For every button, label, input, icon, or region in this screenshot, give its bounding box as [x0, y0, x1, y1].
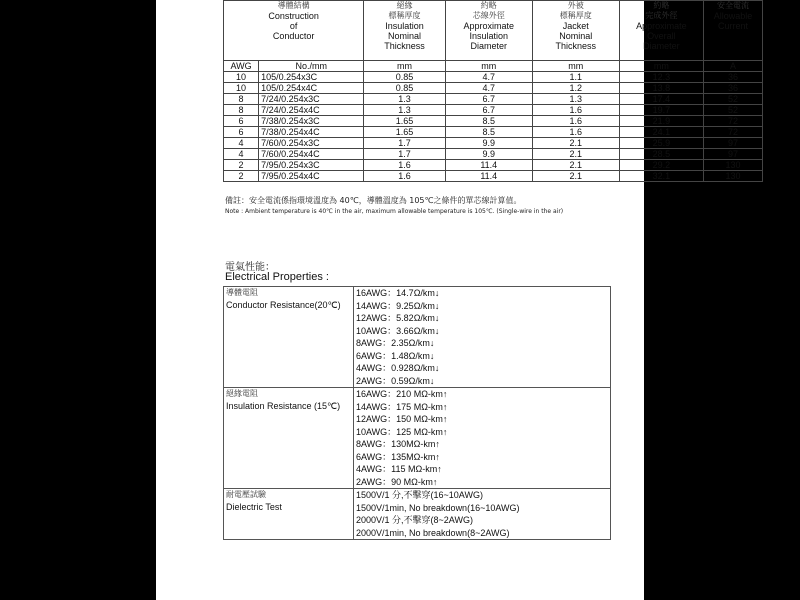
- note-english: Note : Ambient temperature is 40℃ in the air, maximum allowable temperature is 105℃. (Single-wire in the air): [225, 208, 564, 215]
- construction-cell: 7/24/0.254x3C: [259, 94, 364, 105]
- overall-diameter-cell: 32.1: [619, 171, 703, 182]
- property-value: 8AWG：130MΩ-km↑: [356, 439, 440, 449]
- insulation-thickness-cell: 1.65: [364, 116, 445, 127]
- unit-cell: mm: [532, 61, 619, 72]
- property-name-english: Insulation Resistance (15℃): [226, 401, 341, 411]
- property-value: 4AWG：115 MΩ-km↑: [356, 464, 442, 474]
- property-value: 1500V/1min, No breakdown(16~10AWG): [356, 502, 520, 513]
- property-value: 10AWG：125 MΩ-km↑: [356, 426, 448, 437]
- spec-row: [224, 171, 763, 182]
- property-value: 2AWG：90 MΩ-km↑: [356, 476, 438, 487]
- overall-diameter-cell: 24.1: [619, 127, 703, 138]
- conductor-resistance-row: [224, 287, 611, 388]
- allowable-current-cell: 72: [704, 116, 763, 127]
- insulation-thickness-cell: 1.6: [364, 160, 445, 171]
- construction-cell: 105/0.254x3C: [259, 72, 364, 83]
- electrical-title-chinese: 電氣性能：: [225, 262, 275, 273]
- property-value: 12AWG：150 MΩ-km↑: [356, 414, 448, 424]
- awg-cell: 6: [224, 116, 259, 127]
- overall-diameter-cell: 19.7: [619, 105, 703, 116]
- insulation-thickness-cell: 1.65: [364, 127, 445, 138]
- property-value: 6AWG：1.48Ω/km↓: [356, 350, 435, 361]
- property-name-english: Conductor Resistance(20℃): [226, 300, 341, 310]
- allowable-current-cell: 72: [704, 127, 763, 138]
- construction-cell: 7/60/0.254x4C: [259, 149, 364, 160]
- overall-diameter-cell: 12.3: [619, 72, 703, 83]
- property-value: 2000V/1min, No breakdown(8~2AWG): [356, 527, 510, 538]
- conductor-resistance-values: [354, 287, 611, 388]
- awg-cell: 4: [224, 149, 259, 160]
- unit-cell: mm: [364, 61, 445, 72]
- jacket-thickness-cell: 2.1: [532, 138, 619, 149]
- property-value: 2000V/1 分,不擊穿(8~2AWG): [356, 515, 473, 525]
- construction-cell: 7/38/0.254x3C: [259, 116, 364, 127]
- jacket-thickness-cell: 2.1: [532, 149, 619, 160]
- jacket-thickness-cell: 1.2: [532, 83, 619, 94]
- property-value: 12AWG：5.82Ω/km↓: [356, 313, 440, 323]
- jacket-thickness-cell: 1.3: [532, 94, 619, 105]
- insulation-resistance-row: [224, 388, 611, 489]
- awg-cell: 2: [224, 171, 259, 182]
- overall-diameter-cell: 13.8: [619, 83, 703, 94]
- insulation-thickness-cell: 0.85: [364, 83, 445, 94]
- property-value: 14AWG：175 MΩ-km↑: [356, 401, 448, 412]
- jacket-thickness-cell: 2.1: [532, 160, 619, 171]
- spec-row: [224, 105, 763, 116]
- jacket-thickness-cell: 1.6: [532, 116, 619, 127]
- header-conductor-construction: 導體結構 Construction of Conductor: [224, 1, 364, 61]
- awg-cell: 4: [224, 138, 259, 149]
- unit-cell: AWG: [224, 61, 259, 72]
- spec-row: [224, 72, 763, 83]
- overall-diameter-cell: 17.4: [619, 94, 703, 105]
- insulation-thickness-cell: 1.7: [364, 149, 445, 160]
- construction-cell: 7/60/0.254x3C: [259, 138, 364, 149]
- jacket-thickness-cell: 1.1: [532, 72, 619, 83]
- allowable-current-cell: 130: [704, 160, 763, 171]
- insulation-thickness-cell: 0.85: [364, 72, 445, 83]
- construction-cell: 7/95/0.254x4C: [259, 171, 364, 182]
- overall-diameter-cell: 25.9: [619, 138, 703, 149]
- unit-cell: A: [704, 61, 763, 72]
- awg-cell: 10: [224, 72, 259, 83]
- header-approx-insulation-diameter: 約略 芯線外徑 Approximate Insulation Diameter: [445, 1, 532, 61]
- construction-cell: 7/24/0.254x4C: [259, 105, 364, 116]
- property-value: 2AWG：0.59Ω/km↓: [356, 375, 435, 386]
- overall-diameter-cell: 21.9: [619, 116, 703, 127]
- dielectric-test-label: [224, 489, 354, 540]
- property-value: 6AWG：135MΩ-km↑: [356, 451, 440, 462]
- jacket-thickness-cell: 1.6: [532, 127, 619, 138]
- insulation-thickness-cell: 1.6: [364, 171, 445, 182]
- spec-row: [224, 160, 763, 171]
- allowable-current-cell: 36: [704, 72, 763, 83]
- awg-cell: 10: [224, 83, 259, 94]
- construction-cell: 7/38/0.254x4C: [259, 127, 364, 138]
- cable-spec-table: [223, 0, 763, 182]
- insulation-diameter-cell: 11.4: [445, 171, 532, 182]
- electrical-table-body: [224, 287, 611, 540]
- spec-row: [224, 94, 763, 105]
- jacket-thickness-cell: 1.6: [532, 105, 619, 116]
- awg-cell: 2: [224, 160, 259, 171]
- dielectric-test-row: [224, 489, 611, 540]
- unit-cell: mm: [619, 61, 703, 72]
- property-value: 4AWG：0.928Ω/km↓: [356, 363, 440, 373]
- header-insulation-thickness: 絕緣 標稱厚度 Insulation Nominal Thickness: [364, 1, 445, 61]
- insulation-diameter-cell: 6.7: [445, 105, 532, 116]
- insulation-diameter-cell: 9.9: [445, 138, 532, 149]
- insulation-diameter-cell: 8.5: [445, 127, 532, 138]
- property-value: 16AWG：14.7Ω/km↓: [356, 288, 440, 298]
- awg-cell: 6: [224, 127, 259, 138]
- construction-cell: 7/95/0.254x3C: [259, 160, 364, 171]
- header-approx-overall-diameter: 約略 完成外徑 Approximate Overall Diameter: [619, 1, 703, 61]
- allowable-current-cell: 97: [704, 138, 763, 149]
- units-row: [224, 61, 763, 72]
- insulation-thickness-cell: 1.3: [364, 105, 445, 116]
- allowable-current-cell: 130: [704, 171, 763, 182]
- insulation-diameter-cell: 4.7: [445, 83, 532, 94]
- insulation-thickness-cell: 1.7: [364, 138, 445, 149]
- spec-row: [224, 83, 763, 94]
- property-name-chinese: 耐電壓試驗: [226, 490, 266, 499]
- document-page: [156, 0, 753, 600]
- property-name-chinese: 導體電阻: [226, 288, 258, 297]
- property-value: 14AWG：9.25Ω/km↓: [356, 300, 440, 311]
- property-value: 10AWG：3.66Ω/km↓: [356, 325, 440, 336]
- awg-cell: 8: [224, 105, 259, 116]
- construction-cell: 105/0.254x4C: [259, 83, 364, 94]
- property-value: 8AWG：2.35Ω/km↓: [356, 338, 435, 348]
- overall-diameter-cell: 29.2: [619, 160, 703, 171]
- insulation-diameter-cell: 8.5: [445, 116, 532, 127]
- allowable-current-cell: 52: [704, 94, 763, 105]
- overall-diameter-cell: 28.5: [619, 149, 703, 160]
- header-jacket-thickness: 外被 標稱厚度 Jacket Nominal Thickness: [532, 1, 619, 61]
- dielectric-test-values: [354, 489, 611, 540]
- header-allowable-current: 安全電流 Allowable Current: [704, 1, 763, 61]
- electrical-properties-table: [223, 286, 611, 540]
- insulation-resistance-values: [354, 388, 611, 489]
- unit-cell: mm: [445, 61, 532, 72]
- spec-row: [224, 149, 763, 160]
- insulation-diameter-cell: 6.7: [445, 94, 532, 105]
- unit-cell: No./mm: [259, 61, 364, 72]
- spec-table-body: [224, 72, 763, 182]
- spec-row: [224, 127, 763, 138]
- conductor-resistance-label: [224, 287, 354, 388]
- insulation-resistance-label: [224, 388, 354, 489]
- property-value: 1500V/1 分,不擊穿(16~10AWG): [356, 490, 483, 500]
- allowable-current-cell: 52: [704, 105, 763, 116]
- insulation-thickness-cell: 1.3: [364, 94, 445, 105]
- spec-row: [224, 138, 763, 149]
- awg-cell: 8: [224, 94, 259, 105]
- insulation-diameter-cell: 9.9: [445, 149, 532, 160]
- allowable-current-cell: 36: [704, 83, 763, 94]
- property-name-chinese: 絕緣電阻: [226, 389, 258, 398]
- allowable-current-cell: 97: [704, 149, 763, 160]
- property-name-english: Dielectric Test: [226, 502, 282, 512]
- electrical-title-english: Electrical Properties :: [225, 271, 329, 283]
- spec-row: [224, 116, 763, 127]
- note-chinese: 備註：安全電流係指環境溫度為 40℃，導體溫度為 105℃之條件的單芯線計算值。: [225, 196, 522, 205]
- jacket-thickness-cell: 2.1: [532, 171, 619, 182]
- property-value: 16AWG：210 MΩ-km↑: [356, 389, 448, 399]
- insulation-diameter-cell: 4.7: [445, 72, 532, 83]
- insulation-diameter-cell: 11.4: [445, 160, 532, 171]
